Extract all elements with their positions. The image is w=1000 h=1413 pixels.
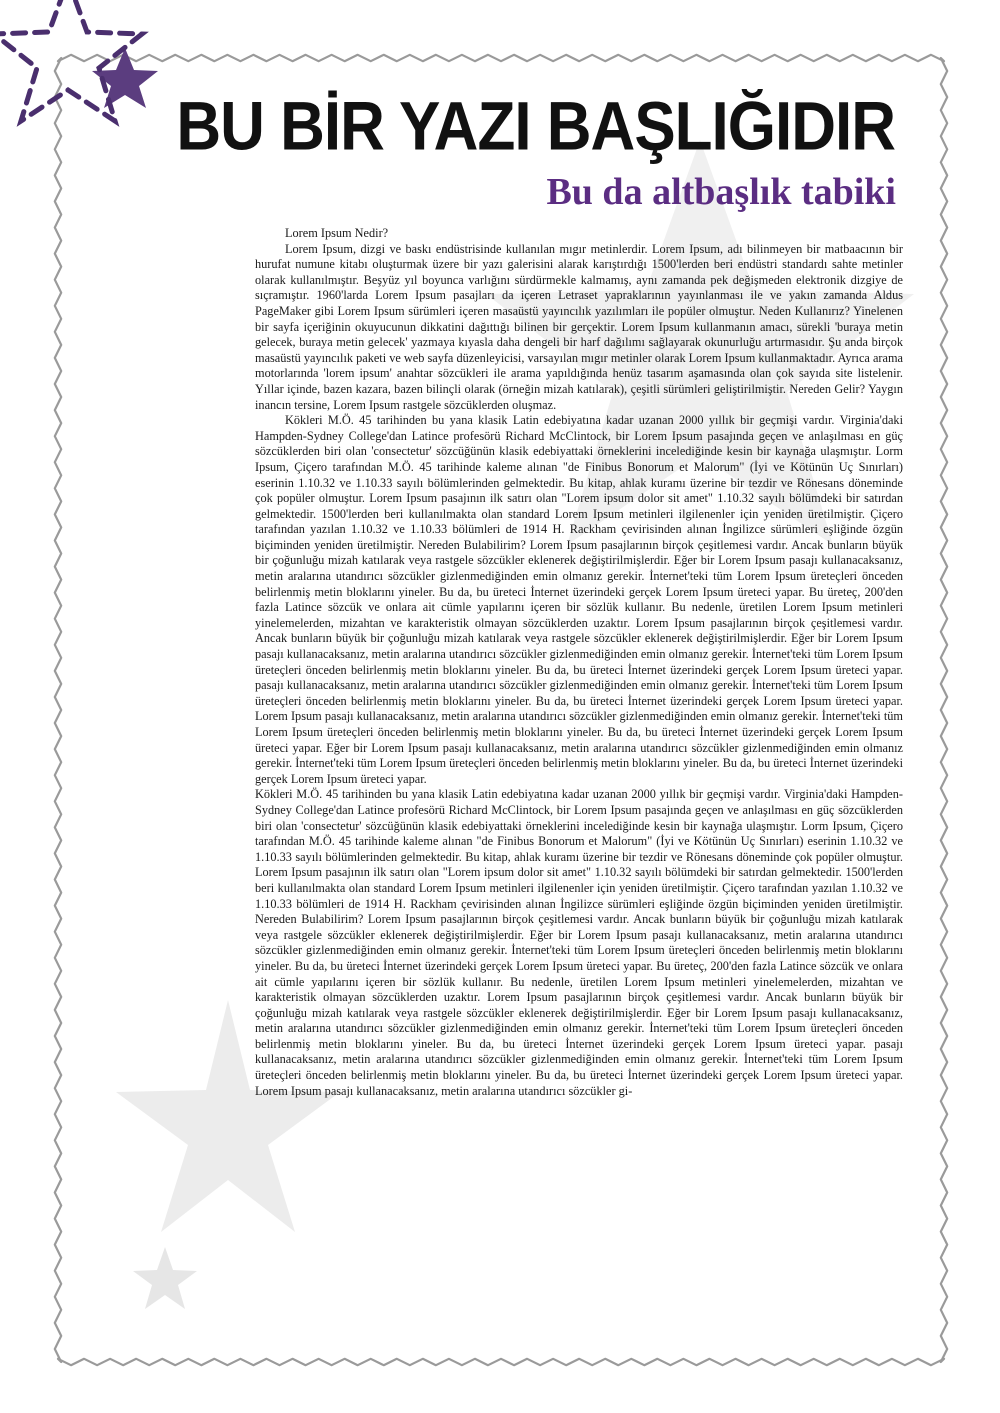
- page-subtitle: Bu da altbaşlık tabiki: [546, 171, 896, 213]
- background-star-small-icon: [133, 1247, 197, 1309]
- article-body: [255, 226, 903, 1311]
- paragraph-2: Kökleri M.Ö. 45 tarihinden bu yana klasik Latin edebiyatına kadar uzanan 2000 yıllık bir geçmişi vardır. Virginia'daki Hampden-Sydney College'dan Latince profesörü Richard McClintock, bir Lorem Ipsum pasajında geçen ve anlaşılması en güç sözcüklerden biri olan 'consectetur' sözcüğünün klasik edebiyattaki örneklerini incelediğinde kesin bir kaynağa ulaşmıştır. Lorm Ipsum, Çiçero tarafından M.Ö. 45 tarihinde kaleme alınan "de Finibus Bonorum et Malorum" (İyi ve Kötünün Uç Sınırları) eserinin 1.10.32 ve 1.10.33 sayılı bölümlerinden gelmektedir. Bu kitap, ahlak kuramı üzerine bir tezdir ve Rönesans döneminde çok popüler olmuştur. Lorem Ipsum pasajının ilk satırı olan "Lorem ipsum dolor sit amet" 1.10.32 sayılı bölümdeki bir satırdan gelmektedir. 1500'lerden beri kullanılmakta olan standard Lorem Ipsum metinleri ilgilenenler için yeniden üretilmiştir. Çiçero tarafından yazılan 1.10.32 ve 1.10.33 bölümleri de 1914 H. Rackham çevirisinden alınan İngilizce sürümleri eşliğinde özgün biçiminden yeniden üretilmiştir. Nereden Bulabilirim? Lorem Ipsum pasajlarının birçok çeşitlemesi vardır. Ancak bunların büyük bir çoğunluğu mizah katılarak veya rastgele sözcükler eklenerek değiştirilmişlerdir. Eğer bir Lorem Ipsum pasajı kullanacaksanız, metin aralarına utandırıcı sözcükler gizlenmediğinden emin olmanız gerekir. İnternet'teki tüm Lorem Ipsum üreteçleri önceden belirlenmiş metin bloklarını yineler. Bu da, bu üreteci İnternet üzerindeki gerçek Lorem Ipsum üreteci yapar. Bu üreteç, 200'den fazla Latince sözcük ve onlara ait cümle yapılarını içeren bir sözlük kullanır. Bu nedenle, üretilen Lorem Ipsum metinleri yinelemelerden, mizahtan ve karakteristik olmayan sözcüklerden uzaktır. Lorem Ipsum pasajlarının birçok çeşitlemesi vardır. Ancak bunların büyük bir çoğunluğu mizah katılarak veya rastgele sözcükler eklenerek değiştirilmişlerdir. Eğer bir Lorem Ipsum pasajı kullanacaksanız, metin aralarına utandırıcı sözcükler gizlenmediğinden emin olmanız gerekir. İnternet'teki tüm Lorem Ipsum üreteçleri önceden belirlenmiş metin bloklarını yineler. Bu da, bu üreteci İnternet üzerindeki gerçek Lorem Ipsum üreteci yapar. pasajı kullanacaksanız, metin aralarına utandırıcı sözcükler gizlenmediğinden emin olmanız gerekir. İnternet'teki tüm Lorem Ipsum üreteçleri önceden belirlenmiş metin bloklarını yineler. Bu da, bu üreteci İnternet üzerindeki gerçek Lorem Ipsum üreteci yapar. Lorem Ipsum pasajı kullanacaksanız, metin aralarına utandırıcı sözcükler gizlenmediğinden emin olmanız gerekir. İnternet'teki tüm Lorem Ipsum üreteçleri önceden belirlenmiş metin bloklarını yineler. Bu da, bu üreteci İnternet üzerindeki gerçek Lorem Ipsum üreteci yapar. Eğer bir Lorem Ipsum pasajı kullanacaksanız, metin aralarına utandırıcı sözcükler gizlenmediğinden emin olmanız gerekir. İnternet'teki tüm Lorem Ipsum üreteçleri önceden belirlenmiş metin bloklarını yineler. Bu da, bu üreteci İnternet üzerindeki gerçek Lorem Ipsum üreteci yapar.: [255, 413, 903, 786]
- paragraph-3: Kökleri M.Ö. 45 tarihinden bu yana klasik Latin edebiyatına kadar uzanan 2000 yıllık bir geçmişi vardır. Virginia'daki Hampden-Sydney College'dan Latince profesörü Richard McClintock, bir Lorem Ipsum pasajında geçen ve anlaşılması en güç sözcüklerden biri olan 'consectetur' sözcüğünün klasik edebiyattaki örneklerini incelediğinde kesin bir kaynağa ulaşmıştır. Lorm Ipsum, Çiçero tarafından M.Ö. 45 tarihinde kaleme alınan "de Finibus Bonorum et Malorum" (İyi ve Kötünün Uç Sınırları) eserinin 1.10.32 ve 1.10.33 sayılı bölümlerinden gelmektedir. Bu kitap, ahlak kuramı üzerine bir tezdir ve Rönesans döneminde çok popüler olmuştur. Lorem Ipsum pasajının ilk satırı olan "Lorem ipsum dolor sit amet" 1.10.32 sayılı bölümdeki bir satırdan gelmektedir. 1500'lerden beri kullanılmakta olan standard Lorem Ipsum metinleri ilgilenenler için yeniden üretilmiştir. Çiçero tarafından yazılan 1.10.32 ve 1.10.33 bölümleri de 1914 H. Rackham çevirisinden alınan İngilizce sürümleri eşliğinde özgün biçiminden yeniden üretilmiştir. Nereden Bulabilirim? Lorem Ipsum pasajlarının birçok çeşitlemesi vardır. Ancak bunların büyük bir çoğunluğu mizah katılarak veya rastgele sözcükler eklenerek değiştirilmişlerdir. Eğer bir Lorem Ipsum pasajı kullanacaksanız, metin aralarına utandırıcı sözcükler gizlenmediğinden emin olmanız gerekir. İnternet'teki tüm Lorem Ipsum üreteçleri önceden belirlenmiş metin bloklarını yineler. Bu da, bu üreteci İnternet üzerindeki gerçek Lorem Ipsum üreteci yapar. Bu üreteç, 200'den fazla Latince sözcük ve onlara ait cümle yapılarını içeren bir sözlük kullanır. Bu nedenle, üretilen Lorem Ipsum metinleri yinelemelerden, mizahtan ve karakteristik olmayan sözcüklerden uzaktır. Lorem Ipsum pasajlarının birçok çeşitlemesi vardır. Ancak bunların büyük bir çoğunluğu mizah katılarak veya rastgele sözcükler eklenerek değiştirilmişlerdir. Eğer bir Lorem Ipsum pasajı kullanacaksanız, metin aralarına utandırıcı sözcükler gizlenmediğinden emin olmanız gerekir. İnternet'teki tüm Lorem Ipsum üreteçleri önceden belirlenmiş metin bloklarını yineler. Bu da, bu üreteci İnternet üzerindeki gerçek Lorem Ipsum üreteci yapar. pasajı kullanacaksanız, metin aralarına utandırıcı sözcükler gizlenmediğinden emin olmanız gerekir. İnternet'teki tüm Lorem Ipsum üreteçleri önceden belirlenmiş metin bloklarını yineler. Bu da, bu üreteci İnternet üzerindeki gerçek Lorem Ipsum üreteci yapar. Lorem Ipsum pasajı kullanacaksanız, metin aralarına utandırıcı sözcükler gi-: [255, 787, 903, 1098]
- paragraph-1: Lorem Ipsum, dizgi ve baskı endüstrisinde kullanılan mıgır metinlerdir. Lorem Ipsum, adı bilinmeyen bir matbaacının bir hurufat numune kitabı oluşturmak üzere bir yazı galerisini alarak karıştırdığı 1500'lerden beri endüstri standardı sahte metinler olarak kullanılmıştır. Beşyüz yıl boyunca varlığını sürdürmekle kalmamış, aynı zamanda pek değişmeden elektronik dizgiye de sıçramıştır. 1960'larda Lorem Ipsum pasajları da içeren Letraset yapraklarının yayınlanması ile ve yakın zamanda Aldus PageMaker gibi Lorem Ipsum sürümleri içeren masaüstü yayıncılık yazılımları ile popüler olmuştur. Neden Kullanırız? Yinelenen bir sayfa içeriğinin okuyucunun dikkatini dağıttığı bilinen bir gerçektir. Lorem Ipsum kullanmanın amacı, sürekli 'buraya metin gelecek, buraya metin gelecek' yazmaya kıyasla daha dengeli bir harf dağılımı sağlayarak okunurluğu artırmasıdır. Şu anda birçok masaüstü yayıncılık paketi ve web sayfa düzenleyicisi, varsayılan mıgır metinler olarak Lorem Ipsum kullanmaktadır. Ayrıca arama motorlarında 'lorem ipsum' anahtar sözcükleri ile arama yapıldığında henüz tasarım aşamasında olan çok sayıda site listelenir. Yıllar içinde, bazen kazara, bazen bilinçli olarak (örneğin mizah katılarak), çeşitli sürümleri geliştirilmiştir. Nereden Gelir? Yaygın inancın tersine, Lorem Ipsum rastgele sözcüklerden oluşmaz.: [255, 241, 903, 412]
- section-heading: Lorem Ipsum Nedir?: [285, 226, 389, 240]
- page-title: BU BİR YAZI BAŞLIĞIDIR: [176, 89, 895, 165]
